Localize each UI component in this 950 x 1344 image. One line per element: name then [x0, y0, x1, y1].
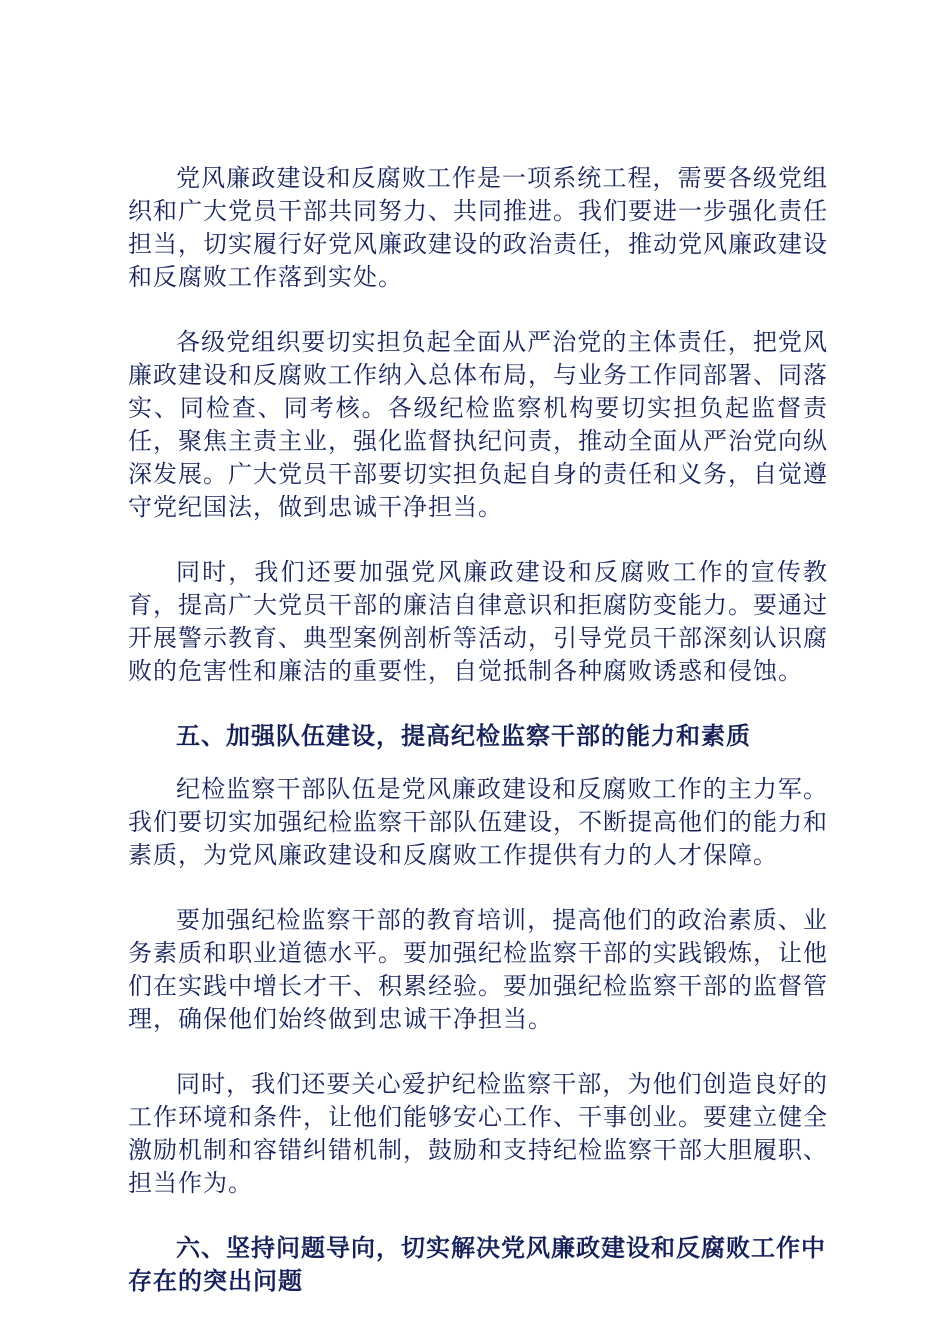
paragraph: 同时，我们还要加强党风廉政建设和反腐败工作的宣传教育，提高广大党员干部的廉洁自律意识和拒腐防变能力。要通过开展警示教育、典型案例剖析等活动，引导党员干部深刻认识腐败的危害性和廉洁的重要性，自觉抵制各种腐败诱惑和侵蚀。 — [128, 558, 828, 685]
paragraph: 要加强纪检监察干部的教育培训，提高他们的政治素质、业务素质和职业道德水平。要加强纪检监察干部的实践锻炼，让他们在实践中增长才干、积累经验。要加强纪检监察干部的监督管理，确保他们始终做到忠诚干净担当。 — [128, 906, 828, 1033]
paragraph: 同时，我们还要关心爱护纪检监察干部，为他们创造良好的工作环境和条件，让他们能够安心工作、干事创业。要建立健全激励机制和容错纠错机制，鼓励和支持纪检监察干部大胆履职、担当作为。 — [128, 1070, 828, 1197]
section-heading: 五、加强队伍建设，提高纪检监察干部的能力和素质 — [176, 722, 751, 750]
section-heading: 六、坚持问题导向，切实解决党风廉政建设和反腐败工作中存在的突出问题 — [128, 1234, 826, 1295]
paragraph: 各级党组织要切实担负起全面从严治党的主体责任，把党风廉政建设和反腐败工作纳入总体布局，与业务工作同部署、同落实、同检查、同考核。各级纪检监察机构要切实担负起监督责任，聚焦主责主业，强化监督执纪问责，推动全面从严治党向纵深发展。广大党员干部要切实担负起自身的责任和义务，自觉遵守党纪国法，做到忠诚干净担当。 — [128, 328, 828, 521]
document-page — [128, 162, 828, 1318]
paragraph: 纪检监察干部队伍是党风廉政建设和反腐败工作的主力军。我们要切实加强纪检监察干部队伍建设，不断提高他们的能力和素质，为党风廉政建设和反腐败工作提供有力的人才保障。 — [128, 775, 828, 869]
paragraph: 党风廉政建设和反腐败工作是一项系统工程，需要各级党组织和广大党员干部共同努力、共同推进。我们要进一步强化责任担当，切实履行好党风廉政建设的政治责任，推动党风廉政建设和反腐败工作落到实处。 — [128, 164, 828, 291]
